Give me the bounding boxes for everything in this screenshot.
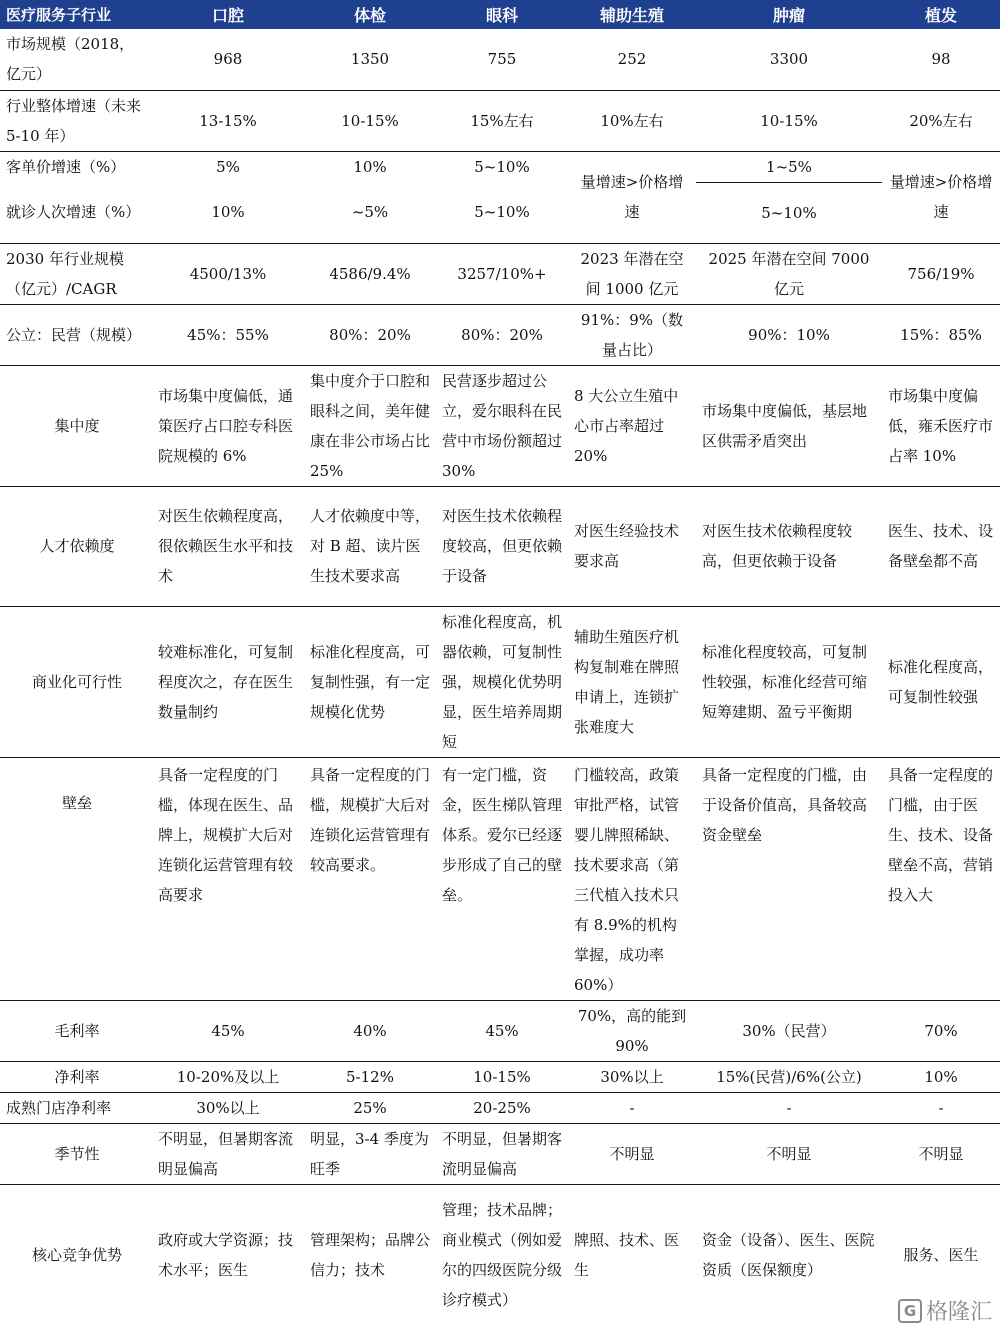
cell-oncology: 15%(民营)/6%(公立) bbox=[696, 1061, 882, 1092]
cell-hair: 标准化程度高，可复制性较强 bbox=[882, 606, 1000, 757]
cell-hair-merged: 量增速>价格增速 bbox=[882, 151, 1000, 243]
row-concentration bbox=[0, 365, 1000, 486]
row-label: 客单价增速（%） bbox=[6, 157, 126, 176]
cell-hair: 10% bbox=[882, 1061, 1000, 1092]
cell-checkup: 人才依赖度中等，对 B 超、读片医生技术要求高 bbox=[304, 486, 436, 606]
cell-checkup: 40% bbox=[304, 1000, 436, 1061]
row-public-private bbox=[0, 304, 1000, 365]
row-net-margin bbox=[0, 1061, 1000, 1092]
row-label: 季节性 bbox=[0, 1123, 152, 1184]
cell-ophthalmology: 755 bbox=[436, 29, 568, 90]
header-row bbox=[0, 0, 1000, 29]
cell-hair: 具备一定程度的门槛，由于医生、技术、设备壁垒不高，营销投入大 bbox=[882, 757, 1000, 1000]
cell-hair: 15%：85% bbox=[882, 304, 1000, 365]
cell-dental: 5% bbox=[216, 157, 240, 176]
cell-oncology: 对医生技术依赖程度较高，但更依赖于设备 bbox=[696, 486, 882, 606]
cell-dental: 较难标准化，可复制程度次之，存在医生数量制约 bbox=[152, 606, 304, 757]
cell-ivf: 牌照、技术、医生 bbox=[574, 1231, 680, 1280]
cell-ivf: 辅助生殖医疗机构复制难在牌照申请上，连锁扩张难度大 bbox=[568, 606, 696, 757]
row-label: 行业整体增速（未来 5-10 年） bbox=[0, 90, 152, 151]
cell-ivf: 70%，高的能到 90% bbox=[568, 1000, 696, 1061]
cell-ophthalmology: 有一定门槛，资金，医生梯队管理体系。爱尔已经逐步形成了自己的壁垒。 bbox=[436, 757, 568, 1000]
cell-oncology: 10-15% bbox=[696, 90, 882, 151]
cell-ophthalmology: 5~10% bbox=[436, 182, 568, 243]
cell-dental: 45% bbox=[152, 1000, 304, 1061]
cell-checkup: 4586/9.4% bbox=[304, 243, 436, 304]
cell-ophthalmology: 10-15% bbox=[436, 1061, 568, 1092]
row-commercial-feasibility bbox=[0, 606, 1000, 757]
watermark bbox=[898, 1295, 992, 1326]
cell-dental: 市场集中度偏低，通策医疗占口腔专科医院规模的 6% bbox=[152, 365, 304, 486]
cell-dental: 4500/13% bbox=[152, 243, 304, 304]
cell-hair: 医生、技术、设备壁垒都不高 bbox=[882, 486, 1000, 606]
cell-ophthalmology: 对医生技术依赖程度较高，但更依赖于设备 bbox=[436, 486, 568, 606]
row-label: 公立：民营（规模） bbox=[0, 304, 152, 365]
cell-dental: 10% bbox=[152, 182, 304, 243]
cell-checkup: 管理架构；品牌公信力；技术 bbox=[310, 1231, 431, 1280]
cell-dental: 10-20%及以上 bbox=[152, 1061, 304, 1092]
cell-checkup: 明显，3-4 季度为旺季 bbox=[304, 1123, 436, 1184]
header-category: 医疗服务子行业 bbox=[0, 0, 152, 29]
cell-ophthalmology: 民营逐步超过公立，爱尔眼科在民营中市场份额超过 30% bbox=[436, 365, 568, 486]
cell-oncology: 市场集中度偏低，基层地区供需矛盾突出 bbox=[696, 365, 882, 486]
row-barrier bbox=[0, 757, 1000, 1000]
cell-oncology: - bbox=[696, 1092, 882, 1123]
cell-ophthalmology: 20-25% bbox=[436, 1092, 568, 1123]
row-market-scale bbox=[0, 29, 1000, 90]
row-label: 壁垒 bbox=[0, 757, 152, 1000]
cell-checkup: 80%：20% bbox=[304, 304, 436, 365]
cell-dental: 45%：55% bbox=[152, 304, 304, 365]
cell-ivf: 30%以上 bbox=[568, 1061, 696, 1092]
row-label: 成熟门店净利率 bbox=[0, 1092, 152, 1123]
cell-oncology: 90%：10% bbox=[696, 304, 882, 365]
header-dental: 口腔 bbox=[152, 0, 304, 29]
cell-ivf: 不明显 bbox=[568, 1123, 696, 1184]
cell-hair: 20%左右 bbox=[882, 90, 1000, 151]
cell-hair: 服务、医生 bbox=[903, 1246, 979, 1265]
cell-oncology: 资金（设备）、医生、医院资质（医保额度） bbox=[702, 1231, 875, 1280]
cell-ivf-merged: 量增速>价格增速 bbox=[568, 151, 696, 243]
header-hair: 植发 bbox=[882, 0, 1000, 29]
cell-checkup: ~5% bbox=[304, 182, 436, 243]
row-label: 2030 年行业规模（亿元）/CAGR bbox=[0, 243, 152, 304]
row-seasonality bbox=[0, 1123, 1000, 1184]
row-2030-scale bbox=[0, 243, 1000, 304]
row-industry-growth bbox=[0, 90, 1000, 151]
cell-hair: 756/19% bbox=[882, 243, 1000, 304]
cell-ophthalmology: 45% bbox=[436, 1000, 568, 1061]
cell-checkup: 5-12% bbox=[304, 1061, 436, 1092]
cell-oncology: 具备一定程度的门槛，由于设备价值高，具备较高资金壁垒 bbox=[696, 757, 882, 1000]
cell-ivf: - bbox=[568, 1092, 696, 1123]
row-talent-dependence bbox=[0, 486, 1000, 606]
cell-hair: 70% bbox=[882, 1000, 1000, 1061]
cell-ivf: 91%：9%（数量占比） bbox=[568, 304, 696, 365]
cell-dental: 968 bbox=[152, 29, 304, 90]
cell-ophthalmology: 3257/10%+ bbox=[436, 243, 568, 304]
cell-ophthalmology: 管理；技术品牌；商业模式（例如爱尔的四级医院分级诊疗模式） bbox=[442, 1201, 563, 1310]
cell-oncology: 1~5% bbox=[766, 157, 812, 176]
header-ophthalmology: 眼科 bbox=[436, 0, 568, 29]
cell-ophthalmology: 标准化程度高，机器依赖，可复制性强，规模化优势明显，医生培养周期短 bbox=[436, 606, 568, 757]
row-visit-growth bbox=[0, 182, 1000, 243]
cell-ivf: 门槛较高，政策审批严格，试管婴儿牌照稀缺、技术要求高（第三代植入技术只有 8.9%的机构掌握，成功率 60%） bbox=[568, 757, 696, 1000]
cell-hair: 不明显 bbox=[882, 1123, 1000, 1184]
cell-oncology: 2025 年潜在空间 7000 亿元 bbox=[696, 243, 882, 304]
row-label: 集中度 bbox=[0, 365, 152, 486]
row-label: 毛利率 bbox=[0, 1000, 152, 1061]
cell-checkup: 25% bbox=[304, 1092, 436, 1123]
cell-checkup: 标准化程度高，可复制性强，有一定规模化优势 bbox=[304, 606, 436, 757]
header-ivf: 辅助生殖 bbox=[568, 0, 696, 29]
cell-ophthalmology: 80%：20% bbox=[436, 304, 568, 365]
cell-dental: 具备一定程度的门槛，体现在医生、品牌上，规模扩大后对连锁化运营管理有较高要求 bbox=[152, 757, 304, 1000]
cell-dental: 政府或大学资源；技术水平；医生 bbox=[158, 1231, 294, 1280]
cell-ivf: 8 大公立生殖中心市占率超过 20% bbox=[568, 365, 696, 486]
row-label: 商业化可行性 bbox=[0, 606, 152, 757]
cell-dental: 30%以上 bbox=[152, 1092, 304, 1123]
row-label: 市场规模（2018，亿元） bbox=[0, 29, 152, 90]
cell-checkup: 10-15% bbox=[304, 90, 436, 151]
cell-oncology: 3300 bbox=[696, 29, 882, 90]
cell-ivf: 2023 年潜在空间 1000 亿元 bbox=[568, 243, 696, 304]
row-mature-store-net-margin bbox=[0, 1092, 1000, 1123]
cell-ophthalmology: 15%左右 bbox=[436, 90, 568, 151]
cell-ophthalmology: 5~10% bbox=[474, 157, 530, 176]
cell-checkup: 集中度介于口腔和眼科之间，美年健康在非公市场占比 25% bbox=[304, 365, 436, 486]
row-label: 就诊人次增速（%） bbox=[0, 182, 152, 243]
cell-checkup: 具备一定程度的门槛，规模扩大后对连锁化运营管理有较高要求。 bbox=[304, 757, 436, 1000]
cell-ivf: 252 bbox=[568, 29, 696, 90]
cell-dental: 13-15% bbox=[152, 90, 304, 151]
header-oncology: 肿瘤 bbox=[696, 0, 882, 29]
cell-checkup: 1350 bbox=[304, 29, 436, 90]
row-label: 人才依赖度 bbox=[0, 486, 152, 606]
cell-ivf: 10%左右 bbox=[568, 90, 696, 151]
row-label: 净利率 bbox=[0, 1061, 152, 1092]
cell-dental: 对医生依赖程度高，很依赖医生水平和技术 bbox=[152, 486, 304, 606]
watermark-text: 格隆汇 bbox=[925, 1300, 992, 1325]
cell-dental: 不明显，但暑期客流明显偏高 bbox=[152, 1123, 304, 1184]
cell-oncology: 不明显 bbox=[696, 1123, 882, 1184]
cell-hair: 市场集中度偏低，雍禾医疗市占率 10% bbox=[882, 365, 1000, 486]
cell-ivf: 对医生经验技术要求高 bbox=[568, 486, 696, 606]
watermark-logo-icon: G bbox=[898, 1299, 922, 1323]
cell-oncology: 30%（民营） bbox=[696, 1000, 882, 1061]
cell-hair: 98 bbox=[882, 29, 1000, 90]
cell-oncology: 标准化程度较高，可复制性较强，标准化经营可缩短筹建期、盈亏平衡期 bbox=[696, 606, 882, 757]
row-core-advantage bbox=[0, 1184, 1000, 1326]
cell-checkup: 10% bbox=[353, 157, 387, 176]
row-label: 核心竞争优势 bbox=[31, 1246, 122, 1265]
row-gross-margin bbox=[0, 1000, 1000, 1061]
row-price-growth bbox=[0, 151, 1000, 182]
cell-ophthalmology: 不明显，但暑期客流明显偏高 bbox=[436, 1123, 568, 1184]
cell-hair: - bbox=[882, 1092, 1000, 1123]
cell-oncology: 5~10% bbox=[696, 182, 882, 243]
header-checkup: 体检 bbox=[304, 0, 436, 29]
